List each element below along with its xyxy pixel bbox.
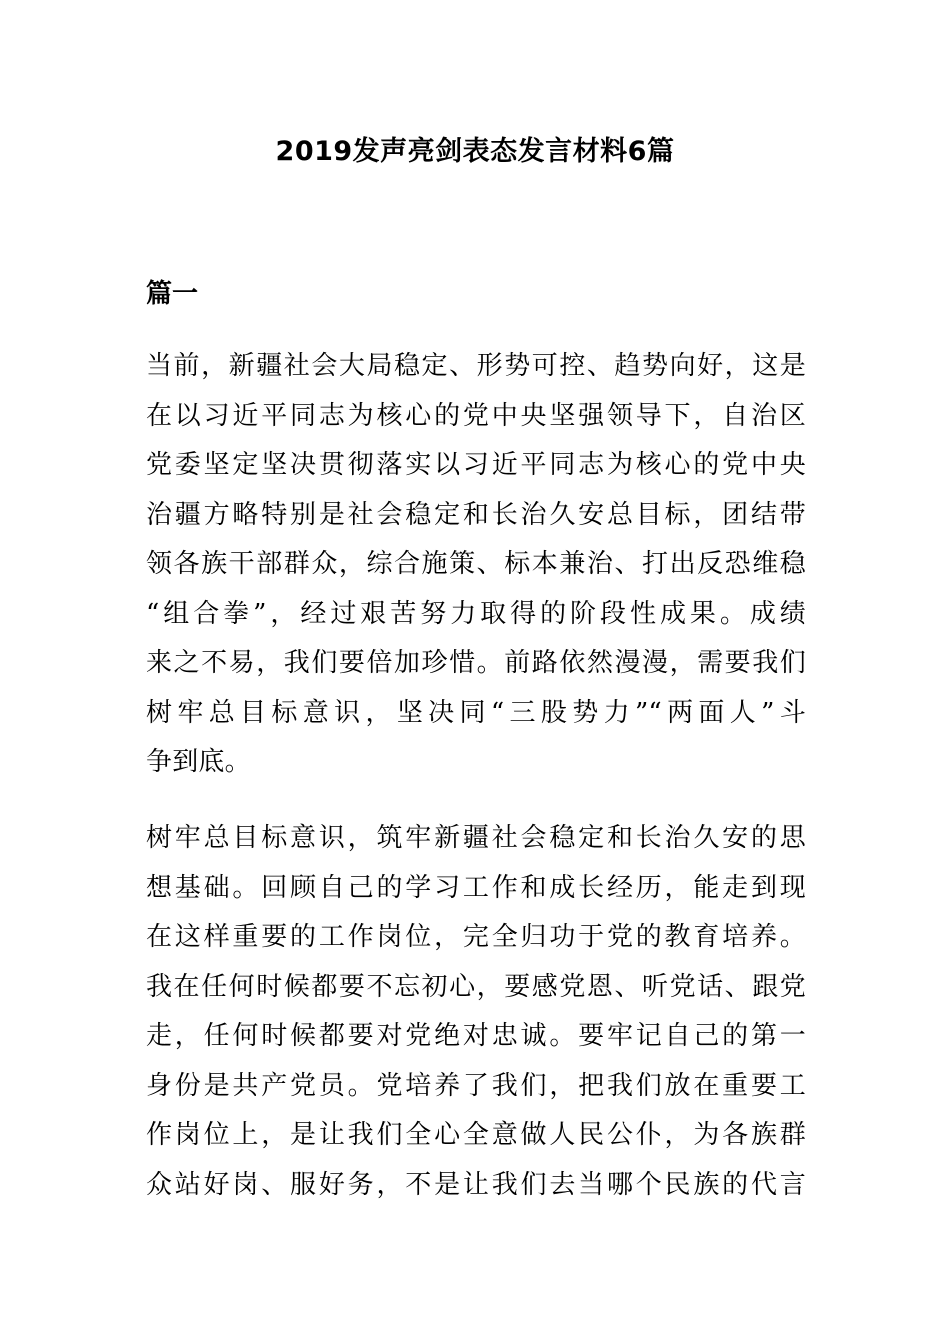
paragraph-line: 争到底。 [146, 747, 251, 777]
paragraph-line: 我在任何时候都要不忘初心，要感党恩、听党话、跟党 [146, 971, 806, 1002]
paragraph-line: 治疆方略特别是社会稳定和长治久安总目标，团结带 [146, 499, 806, 530]
paragraph-line: 身份是共产党员。党培养了我们，把我们放在重要工 [146, 1070, 806, 1101]
paragraph-line: “组合拳”，经过艰苦努力取得的阶段性成果。成绩 [146, 598, 806, 629]
paragraph-line: 在这样重要的工作岗位，完全归功于党的教育培养。 [146, 922, 806, 952]
paragraph-line: 来之不易，我们要倍加珍惜。前路依然漫漫，需要我们 [146, 648, 806, 678]
paragraph-line: 树牢总目标意识，筑牢新疆社会稳定和长治久安的思 [146, 823, 806, 853]
paragraph-line: 众站好岗、服好务，不是让我们去当哪个民族的代言 [146, 1169, 806, 1200]
paragraph-line: 当前，新疆社会大局稳定、形势可控、趋势向好，这是 [146, 351, 806, 381]
paragraph-1 [146, 342, 806, 788]
paragraph-line: 党委坚定坚决贯彻落实以习近平同志为核心的党中央 [146, 450, 806, 480]
section-heading: 篇一 [146, 279, 199, 309]
document-title: 2019发声亮剑表态发言材料6篇 [275, 136, 675, 167]
paragraph-line: 走，任何时候都要对党绝对忠诚。要牢记自己的第一 [146, 1021, 806, 1051]
paragraph-line: 树牢总目标意识，坚决同“三股势力”“两面人”斗 [146, 697, 806, 728]
paragraph-line: 作岗位上，是让我们全心全意做人民公仆，为各族群 [146, 1120, 806, 1150]
paragraph-line: 想基础。回顾自己的学习工作和成长经历，能走到现 [146, 872, 806, 903]
paragraph-line: 在以习近平同志为核心的党中央坚强领导下，自治区 [146, 400, 806, 431]
paragraph-2 [146, 814, 806, 1210]
paragraph-line: 领各族干部群众，综合施策、标本兼治、打出反恐维稳 [146, 549, 806, 579]
